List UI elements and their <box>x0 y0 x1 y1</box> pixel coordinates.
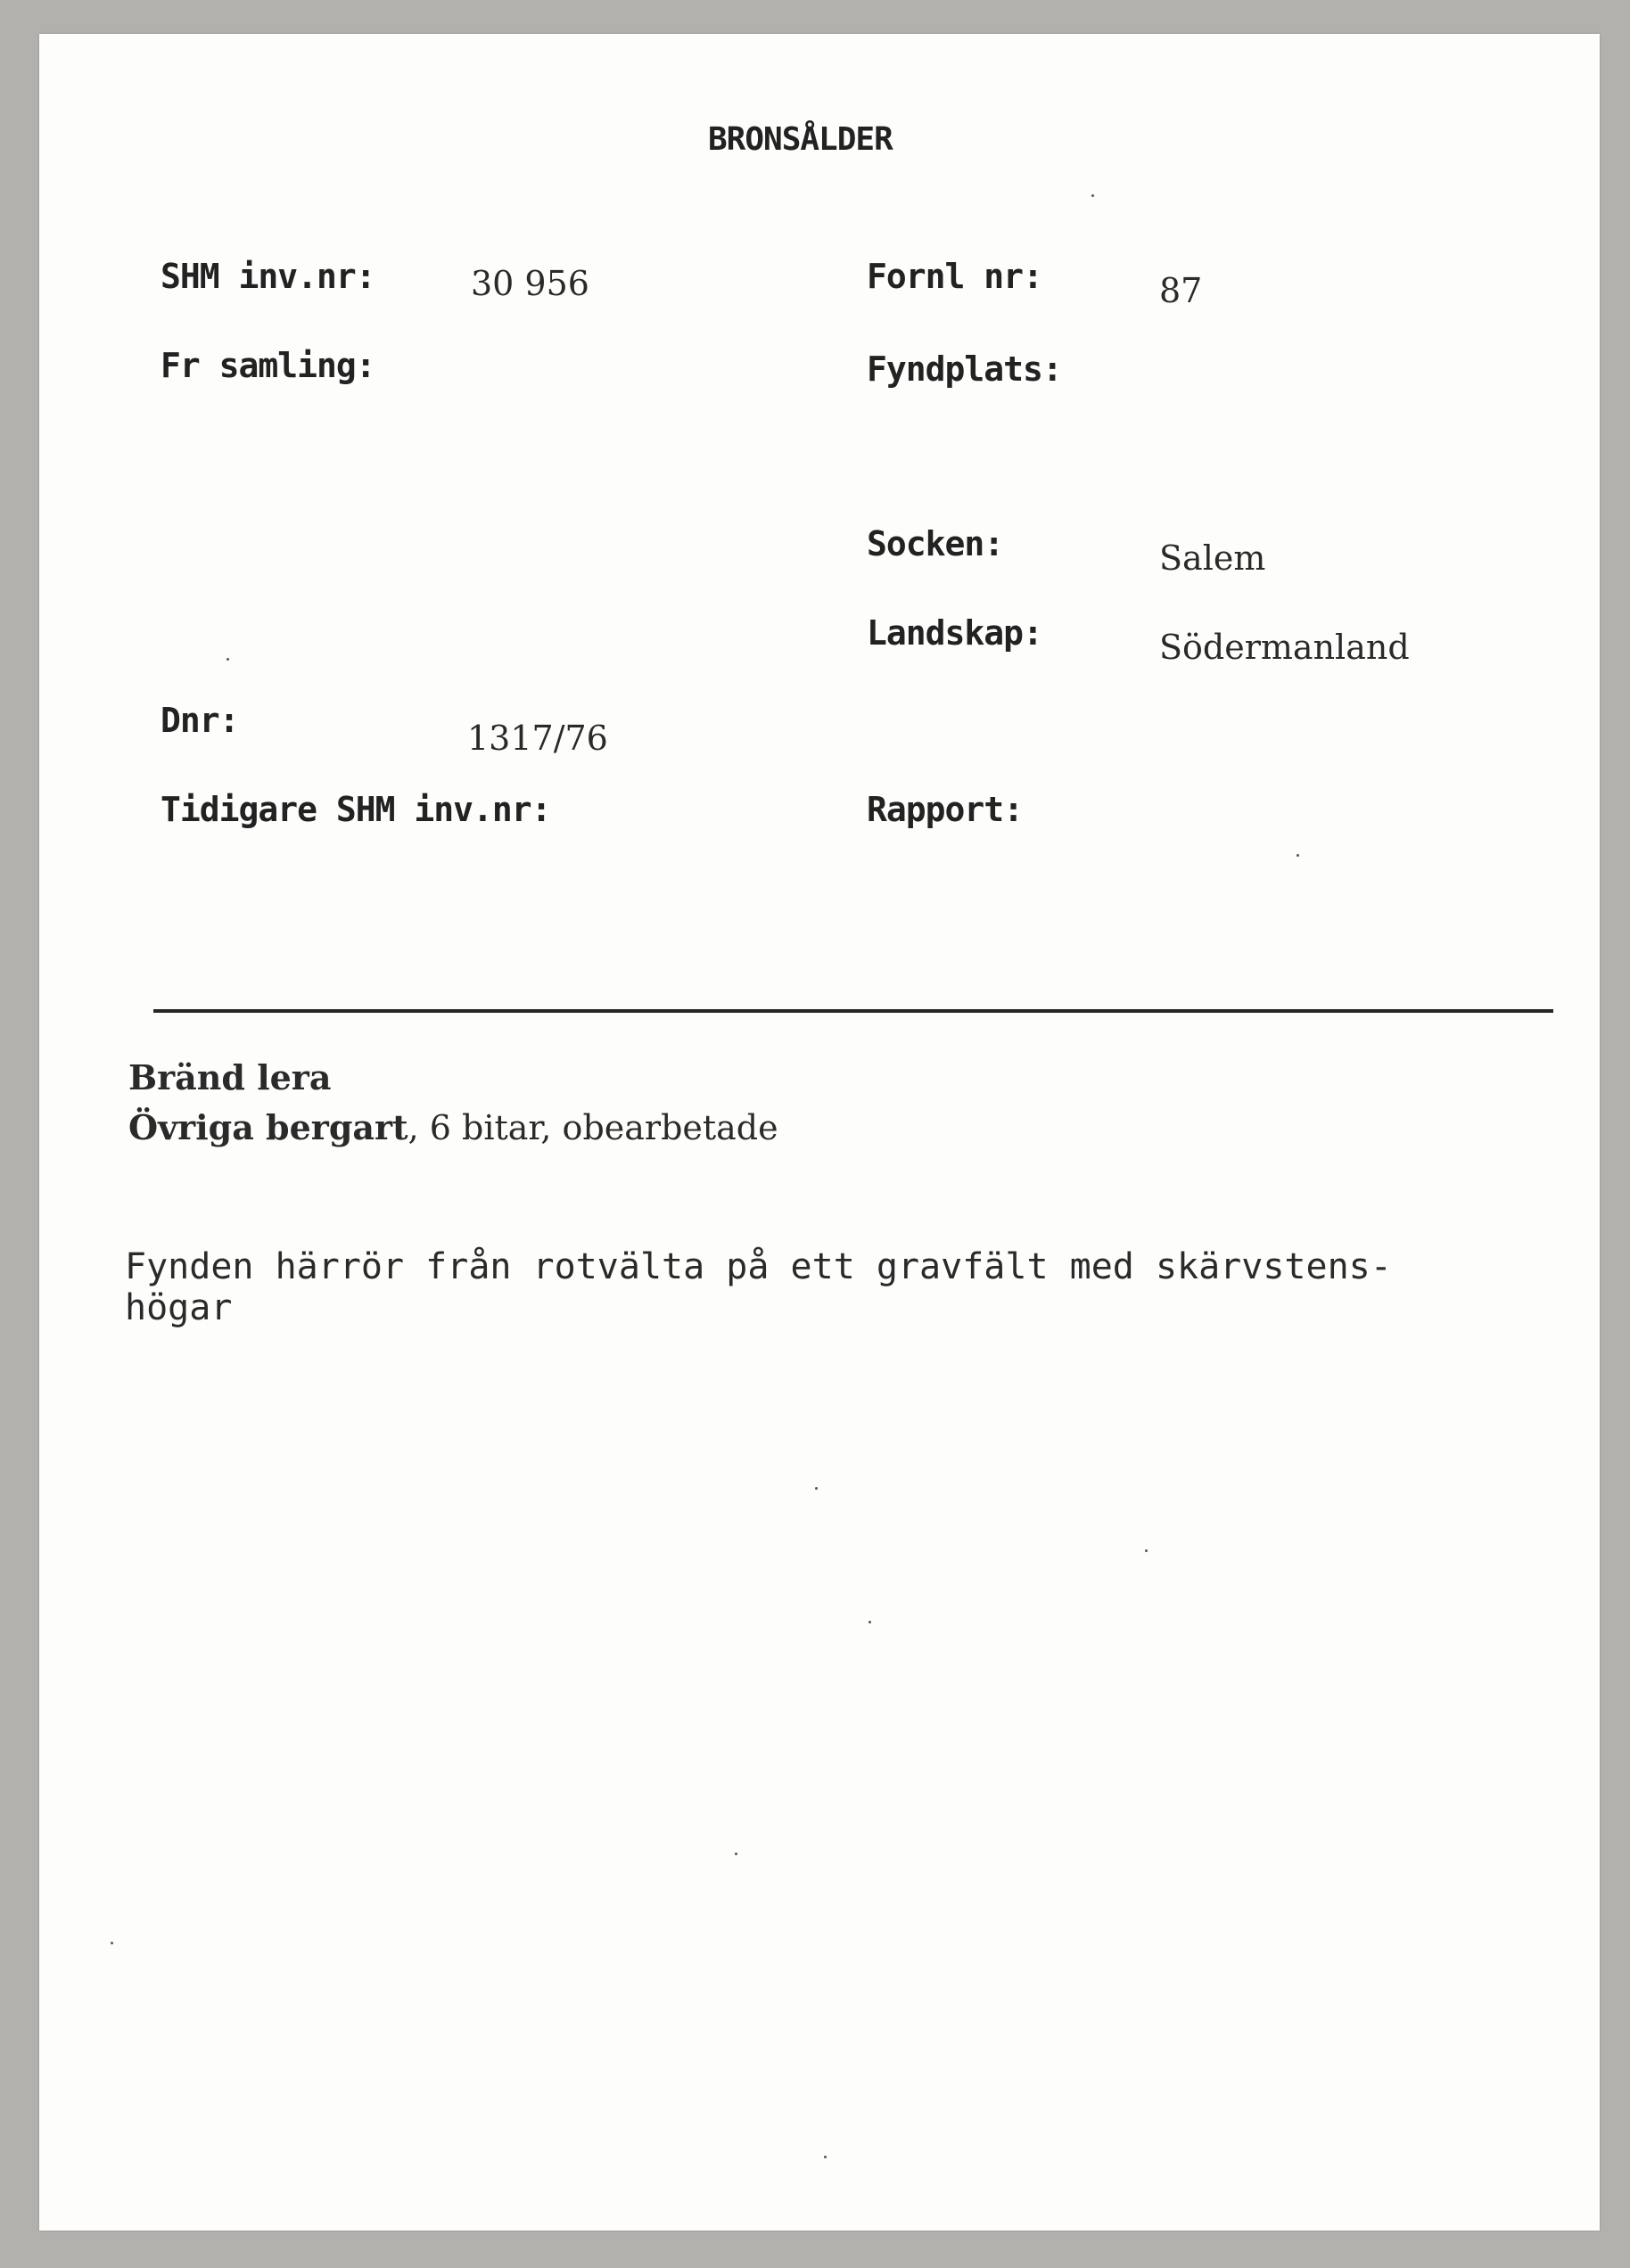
scan-speck <box>869 1621 871 1623</box>
scan-speck <box>735 1853 737 1855</box>
card-title: BRONSÅLDER <box>708 121 893 158</box>
find-note <box>125 1246 1552 1328</box>
find-line-2-material: Övriga bergart <box>128 1107 408 1147</box>
scan-speck <box>226 658 229 661</box>
fr-samling-label: Fr samling: <box>161 346 375 385</box>
fornl-label: Fornl nr: <box>867 257 1042 296</box>
dnr-label: Dnr: <box>161 701 239 740</box>
find-line-2-detail: , 6 bitar, obearbetade <box>408 1108 778 1147</box>
scan-speck <box>1091 194 1094 197</box>
shm-inv-label: SHM inv.nr: <box>161 257 375 296</box>
fornl-value: 87 <box>1159 271 1203 310</box>
scan-speck <box>824 2156 827 2158</box>
catalog-card <box>39 34 1600 2231</box>
scan-speck <box>1145 1549 1148 1552</box>
rapport-label: Rapport: <box>867 790 1024 829</box>
fyndplats-label: Fyndplats: <box>867 349 1062 389</box>
find-line-1: Bränd lera <box>128 1057 332 1097</box>
find-line-2 <box>128 1107 778 1147</box>
socken-label: Socken: <box>867 524 1004 563</box>
socken-value: Salem <box>1159 538 1266 578</box>
find-note-line-1: Fynden härrör från rotvälta på ett gravfält med skärvstens- <box>125 1246 1392 1287</box>
scan-speck <box>815 1487 818 1490</box>
shm-inv-value: 30 956 <box>471 264 589 303</box>
landskap-label: Landskap: <box>867 613 1042 653</box>
scan-speck <box>1297 854 1299 857</box>
divider-line <box>153 1009 1553 1013</box>
scan-speck <box>111 1942 113 1944</box>
tidigare-shm-label: Tidigare SHM inv.nr: <box>161 790 551 829</box>
dnr-value: 1317/76 <box>467 719 608 758</box>
landskap-value: Södermanland <box>1159 628 1410 667</box>
find-note-line-2: högar <box>125 1287 233 1328</box>
